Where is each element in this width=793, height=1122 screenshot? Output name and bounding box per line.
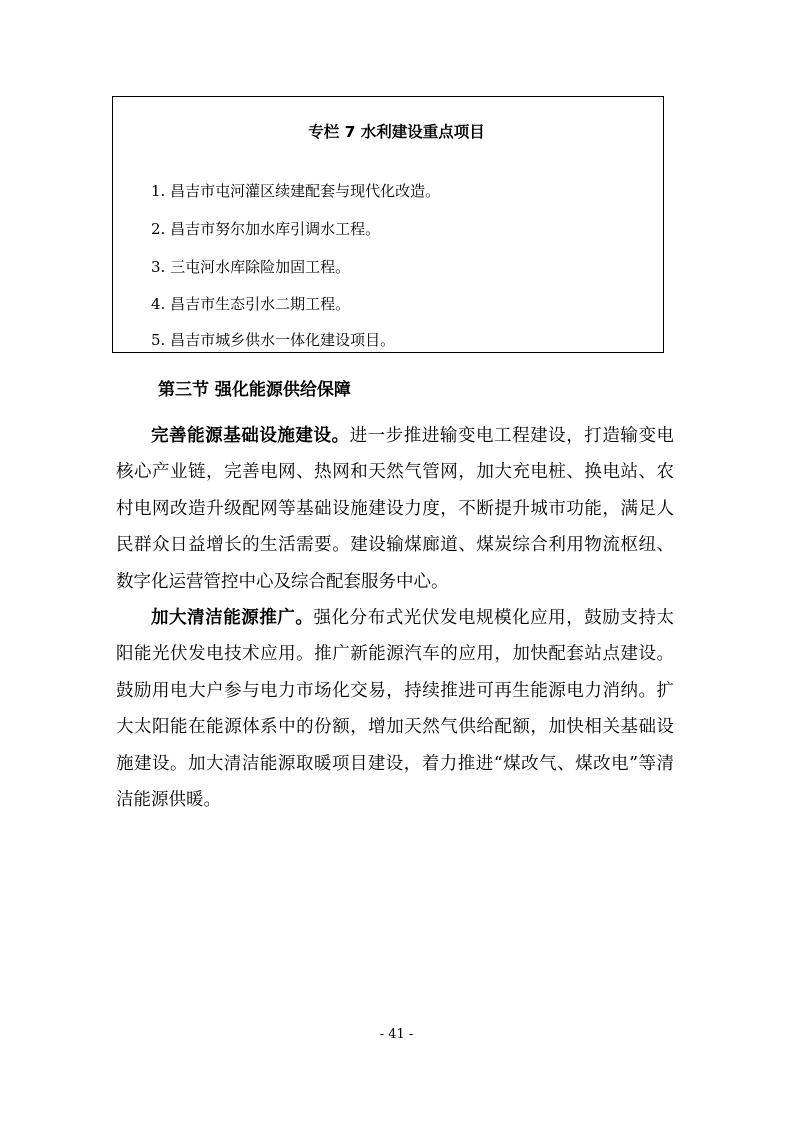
- box-title: 专栏 7 水利建设重点项目: [308, 123, 485, 141]
- box-list-item: 1. 昌吉市屯河灌区续建配套与现代化改造。: [151, 182, 441, 200]
- box-list-item: 2. 昌吉市努尔加水库引调水工程。: [151, 220, 381, 238]
- box-list-item: 3. 三屯河水库除险加固工程。: [151, 258, 351, 276]
- box-list-item: 4. 昌吉市生态引水二期工程。: [151, 295, 351, 313]
- paragraph: [116, 418, 674, 600]
- paragraph-lead: 完善能源基础设施建设。: [151, 426, 350, 446]
- page-number: - 41 -: [379, 1027, 414, 1042]
- paragraph: [116, 600, 674, 818]
- paragraph-body: 强化分布式光伏发电规模化应用，鼓励支持太阳能光伏发电技术应用。推广新能源汽车的应用，加快配套站点建设。鼓励用电大户参与电力市场化交易，持续推进可再生能源电力消纳。扩大太阳能在能源体系中的份额，增加天然气供给配额，加快相关基础设施建设。加大清洁能源取暖项目建设，着力推进“煤改气、煤改电”等清洁能源供暖。: [116, 608, 675, 811]
- box-list-item: 5. 昌吉市城乡供水一体化建设项目。: [151, 331, 396, 349]
- paragraph-lead: 加大清洁能源推广。: [151, 608, 314, 628]
- paragraph-body: 进一步推进输变电工程建设，打造输变电核心产业链，完善电网、热网和天然气管网，加大充电桩、换电站、农村电网改造升级配网等基础设施建设力度，不断提升城市功能，满足人民群众日益增长的生活需要。建设输煤廊道、煤炭综合利用物流枢纽、数字化运营管控中心及综合配套服务中心。: [116, 426, 675, 592]
- section-heading: 第三节 强化能源供给保障: [158, 380, 351, 400]
